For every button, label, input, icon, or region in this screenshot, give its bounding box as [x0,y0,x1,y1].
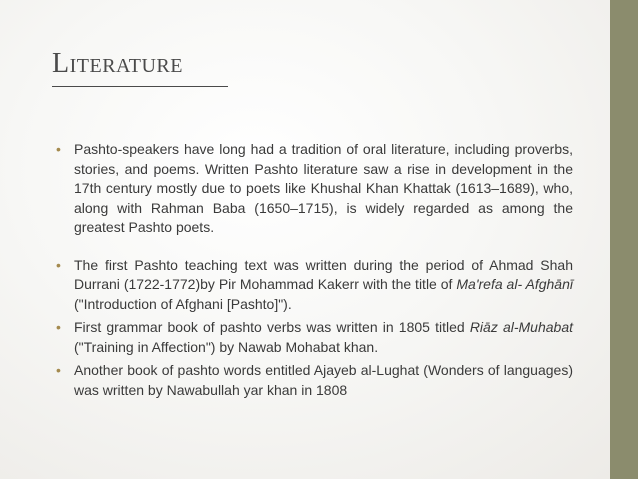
bullet-text: Another book of pashto words entitled Ajayeb al-Lughat (Wonders of languages) was written by Nawabullah yar khan in 1808 [74,362,573,398]
bullet-dot-icon: • [56,256,61,273]
title-underline [52,86,228,87]
slide-title: Literature [52,48,183,79]
bullet-item [52,361,573,400]
book-title-italic: Ma'refa al- Afghānī [456,276,573,292]
bullet-text-part: First grammar book of pashto verbs was written in 1805 titled [74,319,470,335]
bullet-text: Pashto-speakers have long had a tradition of oral literature, including proverbs, stories, and poems. Written Pashto literature saw a rise in development in the 17th century mostly due to poets like Khushal Khan Khattak (1613–1689), who, along with Rahman Baba (1650–1715), is widely regarded as among the greatest Pashto poets. [74,141,573,235]
bullet-dot-icon: • [56,141,61,157]
accent-side-bar [610,0,638,479]
bullet-text [74,319,573,355]
bullet-item [52,256,573,315]
bullet-text-part: ("Training in Affection") by Nawab Mohabat khan. [74,338,379,355]
bullet-item [52,318,573,357]
bullet-item [52,140,573,238]
bullet-text [74,257,573,312]
book-title-italic: Riāz al-Muhabat [469,319,573,335]
bullet-dot-icon: • [56,319,61,335]
bullet-text-part: The first Pashto teaching text was written during the period of Ahmad Shah Durrani (1722-1772)by Pir Mohammad Kakerr with the title of [74,256,573,292]
bullet-dot-icon: • [56,362,61,378]
bullet-list [52,140,573,400]
bullet-text-part: ("Introduction of Afghani [Pashto]"). [74,295,292,312]
